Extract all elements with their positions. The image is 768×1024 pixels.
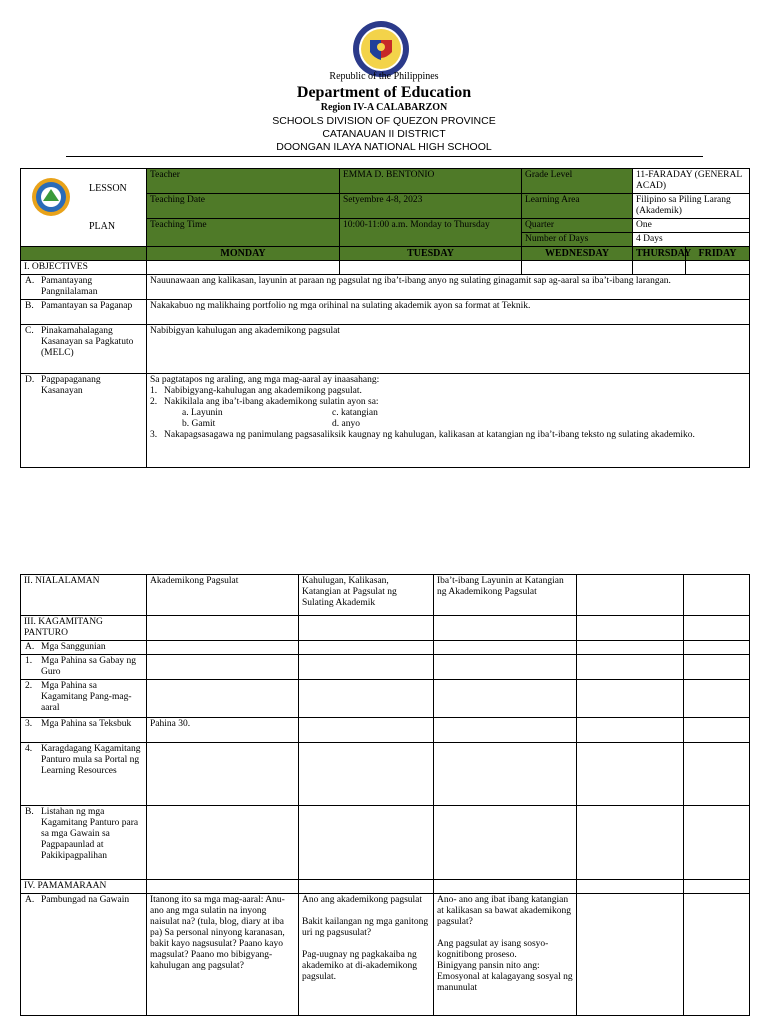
school-text: DOONGAN ILAYA NATIONAL HIGH SCHOOL: [276, 141, 492, 153]
department-title: Department of Education: [296, 84, 472, 101]
lesson-label: LESSON: [89, 183, 127, 194]
day-monday: MONDAY: [147, 247, 340, 261]
learning-area-value: Filipino sa Piling Larang (Akademik): [633, 194, 750, 219]
teaching-time-value: 10:00-11:00 a.m. Monday to Thursday: [340, 219, 522, 247]
deped-seal-icon: [352, 20, 410, 78]
pambungad-monday: Itanong ito sa mga mag-aaral: Anu-ano ang mga sulatin na inyong naisulat na? (tula, blog, diary at iba pa) Sa personal ninyong karanasan, bakit kayo nagsusulat? Paano kayo magsulat? Paano mo bibigyang-kahulugan ang pagsulat?: [147, 894, 299, 1016]
learning-resources-label: 4. Karagdagang Kagamitang Panturo mula sa Portal ng Learning Resources: [21, 743, 147, 806]
kagamitang-panturo-label: B. Listahan ng mga Kagamitang Panturo para sa mga Gawain sa Pagpapaunlad at Pakikipagpalihan: [21, 806, 147, 880]
teksbuk-monday: Pahina 30.: [147, 718, 299, 743]
objectives-heading: I. OBJECTIVES: [21, 261, 147, 275]
pamantayan-sa-paganap-label: B. Pamantayan sa Paganap: [21, 300, 147, 325]
pamamaraan-heading: IV. PAMAMARAAN: [21, 880, 147, 894]
sub-item: c. katangian: [332, 408, 378, 418]
nilalaman-tuesday: Kahulugan, Kalikasan, Katangian at Pagsulat ng Sulating Akademik: [299, 575, 434, 616]
learning-area-label: Learning Area: [522, 194, 633, 219]
list-item: 3. Nakapagsasagawa ng panimulang pagsasaliksik kaugnay ng kahulugan, kalikasan at katangian ng iba’t-ibang teksto ng sulating akademiko.: [150, 430, 695, 440]
objectives-intro: Sa pagtatapos ng araling, ang mga mag-aaral ay inaasahang:: [150, 375, 380, 385]
teksbuk-label: 3. Mga Pahina sa Teksbuk: [21, 718, 147, 743]
list-item: 1. Nabibigyang-kahulugan ang akademikong pagsulat.: [150, 386, 362, 396]
nilalaman-heading: II. NIALALAMAN: [21, 575, 147, 616]
plan-label: PLAN: [89, 221, 116, 232]
pagpapaganang-kasanayan-text: [147, 374, 750, 468]
day-wednesday: WEDNESDAY: [522, 247, 633, 261]
kagamitang-mag-aaral-label: 2. Mga Pahina sa Kagamitang Pang-mag-aaral: [21, 680, 147, 718]
pamantayang-pangnilalaman-text: Nauunawaan ang kalikasan, layunin at paraan ng pagsulat ng iba’t-ibang anyo ng sulating ginagamit sap ag-aaral sa iba’t-ibang larangan.: [147, 275, 750, 300]
divider: [66, 156, 703, 157]
pambungad-wednesday: Ano- ano ang ibat ibang katangian at kalikasan sa bawat akademikong pagsulat? Ang pagsulat ay isang sosyo-kognitibong proseso. Binigyang pansin nito ang: Emosyonal at kalagayang sosyal ng manunulat: [434, 894, 577, 1016]
quarter-label: Quarter: [522, 219, 633, 233]
melc-text: Nabibigyan kahulugan ang akademikong pagsulat: [147, 325, 750, 374]
teaching-date-value: Setyembre 4-8, 2023: [340, 194, 522, 219]
pagpapaganang-kasanayan-label: D. Pagpapaganang Kasanayan: [21, 374, 147, 468]
pamantayan-sa-paganap-text: Nakakabuo ng malikhaing portfolio ng mga orihinal na sulating akademik ayon sa format at Teknik.: [147, 300, 750, 325]
objectives-list: [150, 386, 746, 441]
grade-level-value: 11-FARADAY (GENERAL ACAD): [633, 169, 750, 194]
teaching-date-label: Teaching Date: [147, 194, 340, 219]
content-table: [20, 574, 750, 1016]
pambungad-label: A. Pambungad na Gawain: [21, 894, 147, 1016]
district-text: CATANAUAN II DISTRICT: [322, 128, 446, 140]
gabay-guro-label: 1. Mga Pahina sa Gabay ng Guro: [21, 655, 147, 680]
school-logo-icon: [31, 177, 71, 217]
days-value: 4 Days: [633, 233, 750, 247]
sub-item: b. Gamit: [182, 419, 216, 429]
day-thursday: THURSDAY: [633, 247, 686, 261]
republic-text: Republic of the Philippines: [329, 71, 439, 82]
nilalaman-wednesday: Iba’t-ibang Layunin at Katangian ng Akademikong Pagsulat: [434, 575, 577, 616]
day-tuesday: TUESDAY: [340, 247, 522, 261]
melc-label: C. Pinakamahalagang Kasanayan sa Pagkatuto (MELC): [21, 325, 147, 374]
sub-item: d. anyo: [332, 419, 360, 429]
teacher-value: EMMA D. BENTONIO: [340, 169, 522, 194]
region-text: Region IV-A CALABARZON: [320, 102, 448, 113]
teaching-time-label: Teaching Time: [147, 219, 340, 247]
day-friday: FRIDAY: [686, 247, 750, 261]
teacher-label: Teacher: [147, 169, 340, 194]
quarter-value: One: [633, 219, 750, 233]
lesson-plan-table: [20, 168, 750, 468]
list-item: 2. Nakikilala ang iba’t-ibang akademikong sulatin ayon sa: a. Layunin c. katangian b. Gamit d. anyo: [150, 397, 746, 430]
grade-level-label: Grade Level: [522, 169, 633, 194]
pamantayang-pangnilalaman-label: A. Pamantayang Pangnilalaman: [21, 275, 147, 300]
division-text: SCHOOLS DIVISION OF QUEZON PROVINCE: [272, 115, 496, 127]
kagamitan-heading: III. KAGAMITANG PANTURO: [21, 616, 147, 641]
nilalaman-monday: Akademikong Pagsulat: [147, 575, 299, 616]
days-label: Number of Days: [522, 233, 633, 247]
sub-item: a. Layunin: [182, 408, 223, 418]
pambungad-tuesday: Ano ang akademikong pagsulat Bakit kailangan ng mga ganitong uri ng pagsusulat? Pag-uugnay ng pagkakaiba ng akademiko at di-akademikong pagsulat.: [299, 894, 434, 1016]
school-logo-cell: [21, 169, 147, 247]
sanggunian-label: A. Mga Sanggunian: [21, 641, 147, 655]
